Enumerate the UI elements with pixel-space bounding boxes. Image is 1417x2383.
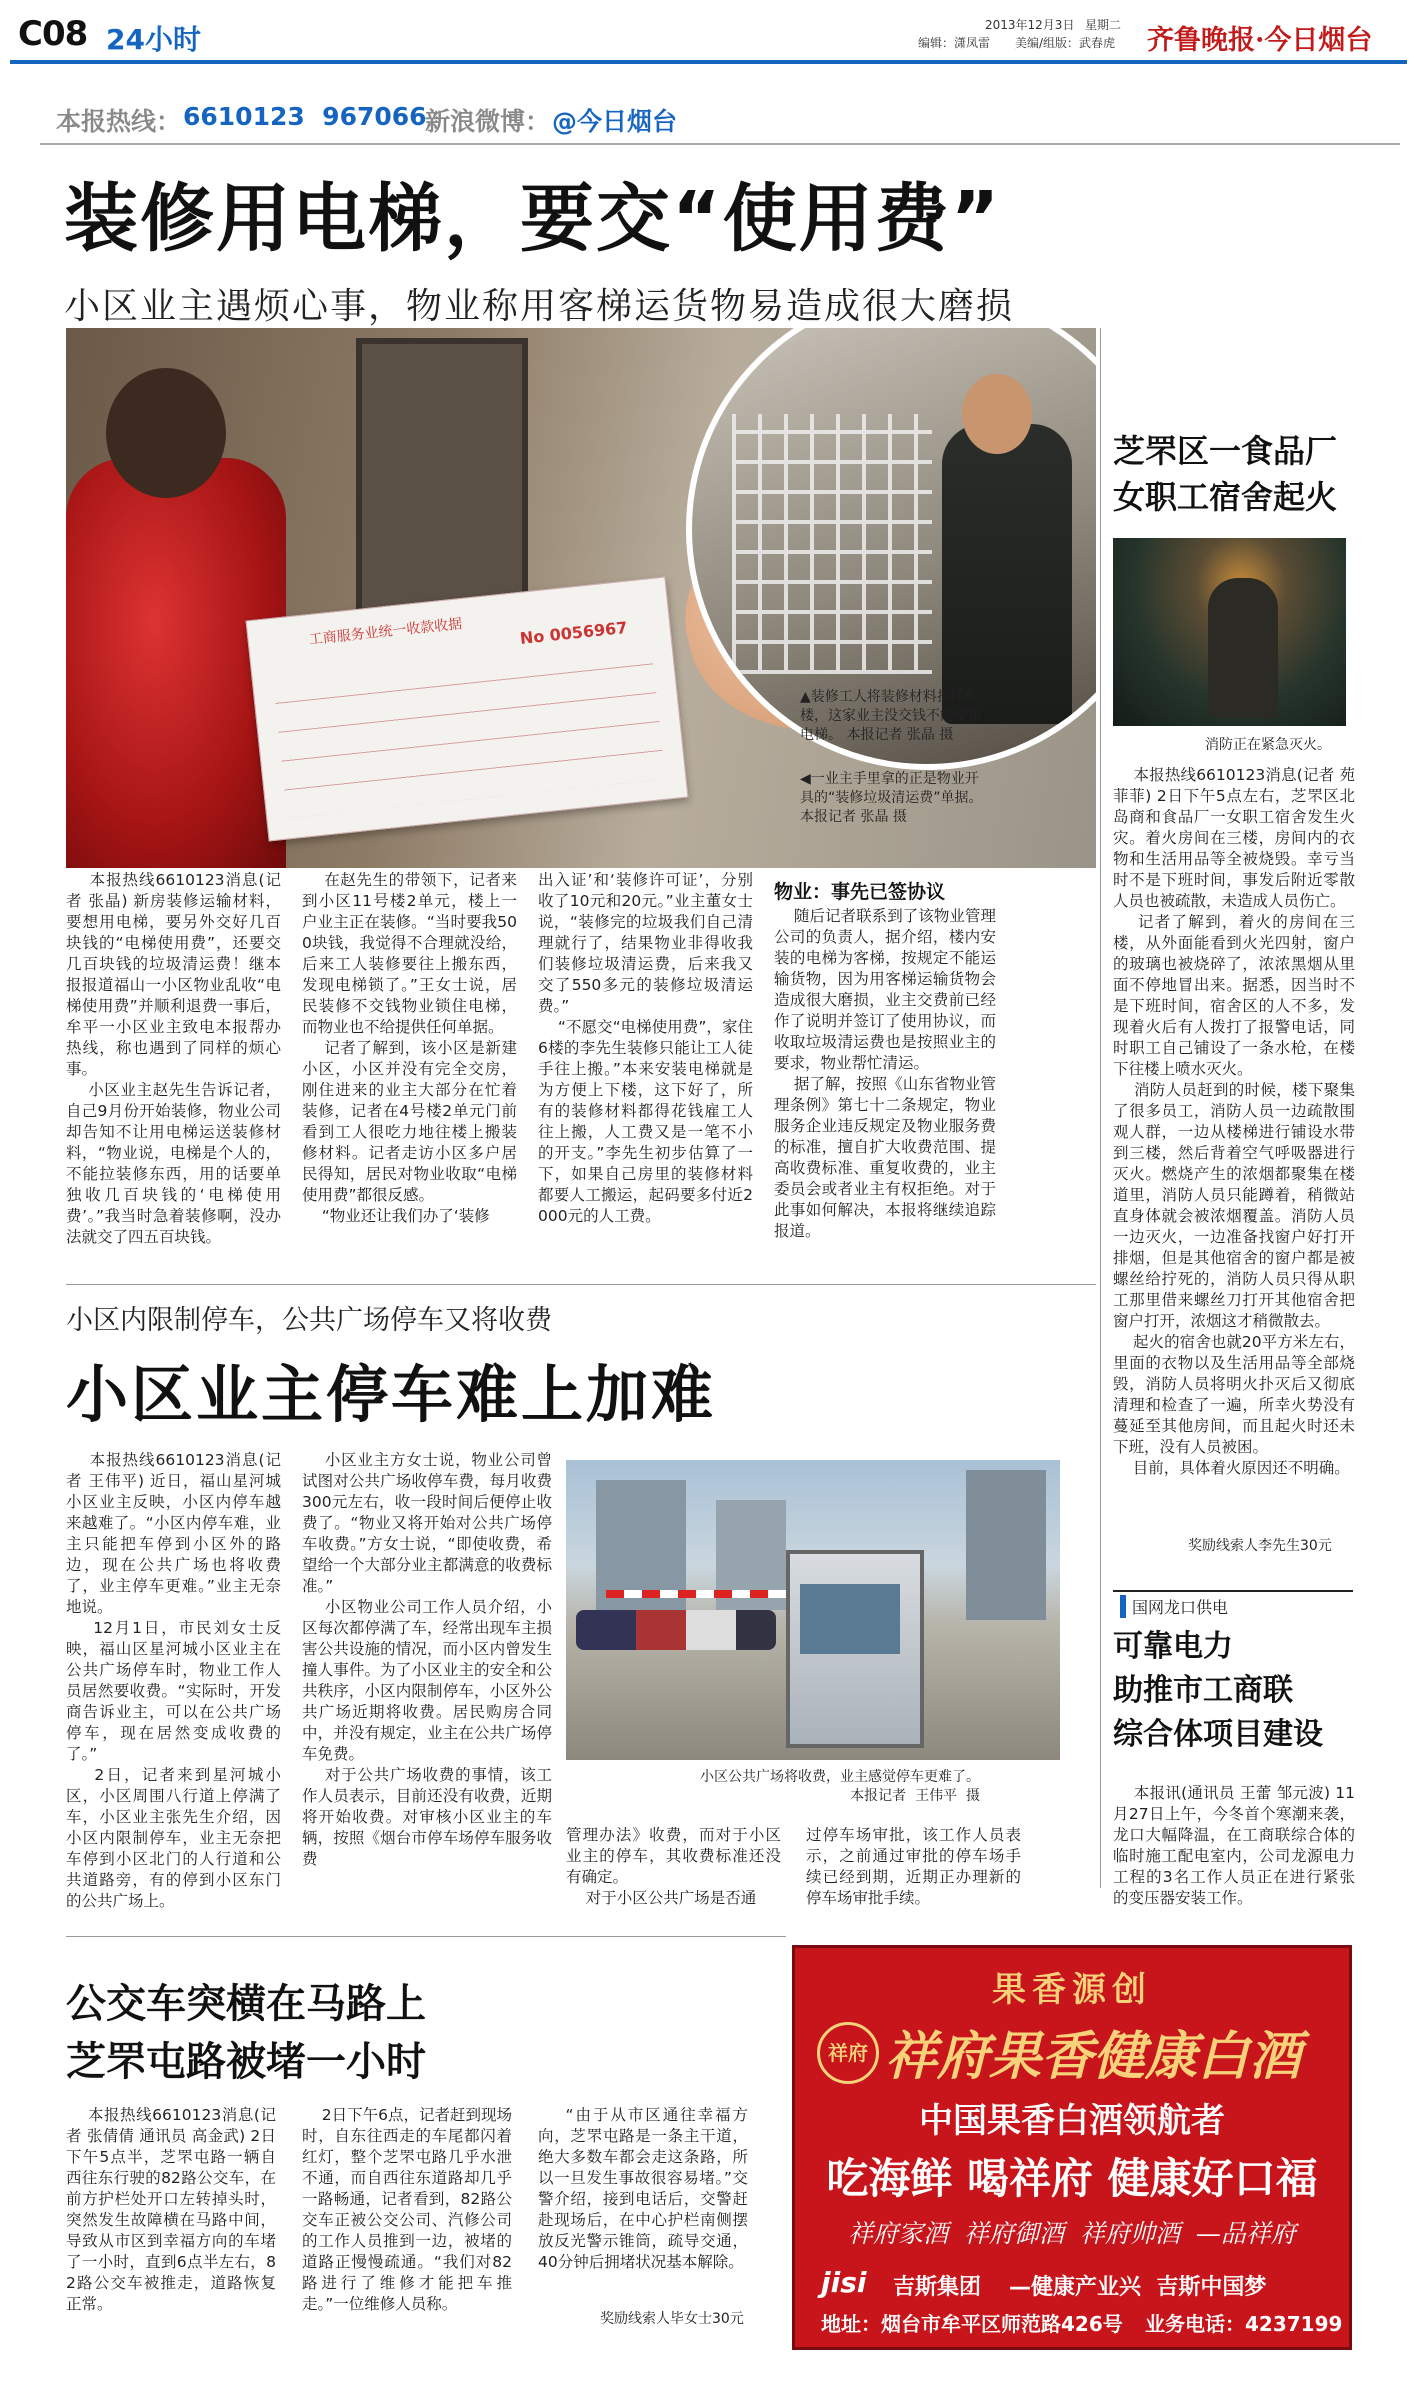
issue-date: 2013年12月3日 [985, 18, 1075, 32]
ad-phone: 业务电话：4237199 [1145, 2312, 1343, 2336]
story3-top-rule [1113, 1590, 1353, 1592]
designer-credit: 美编/组版：武春虎 [1015, 36, 1116, 50]
story4-parking-photo [566, 1460, 1060, 1760]
story4-col3: 管理办法》收费，而对于小区业主的停车，其收费标准还没有确定。 对于小区公共广场是否通 [566, 1826, 781, 1907]
story3-tag: 国网龙口供电 [1120, 1595, 1228, 1618]
story1-col1: 本报热线6610123消息(记者 张晶) 新房装修运输材料，要想用电梯，要另外交好几百块钱的“电梯使用费”，还要交几百块钱的垃圾清运费！继本报报道福山一小区物业乱收“电梯使用费”并顺利退费一事后，牟平一小区业主致电本报帮办热线，称也遇到了同样的烦心事。 小区业主赵先生告诉记者，自己9月份开始装修，物业公司却告知不让用电梯运送装修材料，“物业说，电梯是个人的，不能拉装修东西，用的话要单独收几百块钱的‘电梯使用费’。”我当时急着装修啊，没办法就交了四五百块钱。 [66, 871, 281, 1246]
story4-col1: 本报热线6610123消息(记者 王伟平) 近日，福山星河城小区业主反映，小区内停车越来越难了。“小区内停车难，业主只能把车停到小区外的路边，现在公共广场也将收费了，业主停车更难。”业主无奈地说。 12月1日，市民刘女士反映，福山区星河城小区业主在公共广场停车时，物业工作人员居然要收费。“实际时，开发商告诉业主，可以在公共广场停车，现在居然变成收费的了。” 2日，记者来到星河城小区，小区周围八行道上停满了车，小区业主张先生介绍，因小区内限制停车，业主无奈把车停到小区北门的人行道和公共道路旁，有的停到小区东门的公共广场上。 [66, 1451, 281, 1910]
ad-tagline: 中国果香白酒领航者 [919, 2101, 1225, 2141]
story4-kicker: 小区内限制停车，公共广场停车又将收费 [66, 1305, 552, 1336]
story4-col2: 小区业主方女士说，物业公司曾试图对公共广场收停车费，每月收费300元左右，收一段时间后便停止收费了。“物业又将开始对公共广场停车收费。”方女士说，“即使收费，希望给一个大部分业主都满意的收费标准。” 小区物业公司工作人员介绍，小区每次都停满了车，经常出现车主损害公共设施的情况，而小区内曾发生撞人事件。为了小区业主的安全和公共秩序，小区内限制停车，小区外公共广场近期将收费。居民购房合同中，并没有规定，业主在公共广场停车免费。 对于公共广场收费的事情，该工作人员表示，目前还没有收费，近期将开始收费。对审核小区业主的车辆，按照《烟台市停车场停车服务收费 [302, 1451, 552, 1868]
ad-group-name: 吉斯集团 [893, 2275, 982, 2300]
ad-products: 祥府家酒 祥府御酒 祥府帅酒 —品祥府 [848, 2219, 1296, 2248]
story5-headline: 公交车突横在马路上 芝罘屯路被堵一小时 [66, 1981, 426, 2085]
story4-caption: 小区公共广场将收费，业主感觉停车更难了。 本报记者 王伟平 摄 [700, 1769, 980, 1804]
story2-headline: 芝罘区一食品厂 女职工宿舍起火 [1113, 432, 1338, 516]
story1-headline: 装修用电梯，要交“使用费” [64, 176, 1002, 262]
ad-group-slogan: —健康产业兴 吉斯中国梦 [1009, 2275, 1267, 2300]
weibo-handle: @今日烟台 [552, 107, 678, 136]
story5-top-rule [66, 1936, 786, 1937]
parked-cars [576, 1610, 776, 1650]
baijiu-advertisement [792, 1945, 1352, 2350]
section-name: 24小时 [106, 23, 201, 56]
story1-subhead: 小区业主遇烦心事，物业称用客梯运货物易造成很大磨损 [64, 286, 1015, 327]
story4-headline: 小区业主停车难上加难 [66, 1358, 717, 1431]
story1-col4: 随后记者联系到了该物业管理公司的负责人，据介绍，楼内安装的电梯为客梯，按规定不能运输货物，因为用客梯运输货物会造成很大磨损，业主交费前已经作了说明并签订了使用协议，而收取垃圾清运费也是按照业主的要求，物业帮忙清运。 据了解，按照《山东省物业管理条例》第七十二条规定，物业服务企业违反规定及物业服务费的标准，擅自扩大收费范围、提高收费标准、重复收费的，业主委员会或者业主有权拒绝。对于此事如何解决，本报将继续追踪报道。 [774, 907, 996, 1240]
ad-address: 地址：烟台市牟平区师范路426号 [821, 2312, 1123, 2336]
ad-group-logo: jisi [821, 2266, 867, 2299]
story2-body: 本报热线6610123消息(记者 苑菲菲) 2日下午5点左右，芝罘区北岛商和食品厂一女职工宿舍发生火灾。着火房间在三楼，房间内的衣物和生活用品等全被烧毁。幸亏当时不是下班时间，事发后附近零散人员也被疏散，未造成人员伤亡。 记者了解到，着火的房间在三楼，从外面能看到火光四射，窗户的玻璃也被烧碎了，浓浓黑烟从里面不停地冒出来。据悉，因当时不是下班时间，宿舍区的人不多，发现着火后有人拨打了报警电话，同时职工自己铺设了一条水枪，在楼下往楼上喷水灭火。 消防人员赶到的时候，楼下聚集了很多员工，消防人员一边疏散围观人群，一边从楼梯进行铺设水带到三楼，然后背着空气呼吸器进行灭火。燃烧产生的浓烟都聚集在楼道里，消防人员只能蹲着，稍微站直身体就会被浓烟覆盖。消防人员一边灭火，一边准备找窗户好打开排烟，但是其他宿舍的窗户都是被螺丝给拧死的，消防人员只得从职工那里借来螺丝刀打开其他宿舍把窗户打开，浓烟这才稍微散去。 起火的宿舍也就20平方米左右，里面的衣物以及生活用品等全部烧毁，消防人员将明火扑灭后又彻底清理和检查了一遍，所幸火势没有蔓延至其他房间，而且起火时还未下班，没有人员被困。 目前，具体着火原因还不明确。 [1113, 766, 1355, 1477]
story3-body: 本报讯(通讯员 王蕾 邹元波) 11月27日上午，今冬首个寒潮来袭，龙口大幅降温，在工商联综合体的临时施工配电室内，公司龙源电力工程的3名工作人员正在进行紧张的变压器安装工作。 [1113, 1784, 1355, 1907]
story4-top-rule [66, 1284, 1096, 1285]
story1-caption-worker: ▲装修工人将装修材料扛往6楼，这家业主没交钱不能使用电梯。 本报记者 张晶 摄 [800, 689, 982, 743]
story3-headline: 可靠电力 助推市工商联 综合体项目建设 [1113, 1629, 1323, 1752]
receipt-number: No 0056967 [518, 617, 629, 649]
story1-col3: 出入证’和‘装修许可证’，分别收了10元和20元。”业主董女士说，“装修完的垃圾我们自己清理就行了，结果物业非得收我们装修垃圾清运费，后来我又交了550多元的装修垃圾清运费。” “不愿交“电梯使用费”，家住6楼的李先生装修只能让工人徒手往上搬。”本来安装电梯就是为方便上下楼，这下好了，所有的装修材料都得花钱雇工人往上搬，人工费又是一笔不小的开支。”李先生初步估算了一下，如果自己房里的装修材料都要人工搬运，起码要多付近2000元的人工费。 [538, 871, 753, 1225]
stair-railing [732, 414, 932, 674]
hotline-strip [0, 96, 1417, 140]
hotline-numbers: 6610123 967066 [183, 102, 427, 131]
story1-col4-head: 物业：事先已签协议 [774, 881, 946, 903]
newspaper-brand: 齐鲁晚报·今日烟台 [1147, 25, 1373, 56]
woman-head [106, 368, 226, 498]
story2-reward: 奖励线索人李先生30元 [1188, 1538, 1332, 1554]
receipt-title: 工商服务业统一收款收据 [308, 616, 463, 649]
receipt-lines [274, 649, 666, 818]
barrier-arm [606, 1590, 786, 1598]
firefighter [1208, 578, 1278, 718]
masthead [0, 0, 1417, 58]
right-column-divider [1100, 328, 1101, 1888]
story2-fire-photo [1113, 538, 1346, 726]
story1-col2: 在赵先生的带领下，记者来到小区11号楼2单元，楼上一户业主正在装修。“当时要我500块钱，我觉得不合理就没给，后来工人装修要往上搬东西，发现电梯锁了。”王女士说，居民装修不交钱物业锁住电梯，而物业也不给提供任何单据。 记者了解到，该小区是新建小区，小区并没有完全交房，刚住进来的业主大部分在忙着装修，记者在4号楼2单元门前看到工人很吃力地往楼上搬装修材料。记者走访小区多户居民得知，居民对物业收取“电梯使用费”都很反感。 “物业还让我们办了‘装修 [302, 871, 517, 1225]
ad-logo-seal: 祥府 [817, 2022, 879, 2084]
editor-credit: 编辑：潇凤雷 [918, 36, 991, 50]
ad-slogan: 吃海鲜 喝祥府 健康好口福 [826, 2154, 1318, 2203]
page-code: C08 [18, 14, 88, 54]
story4-col4: 过停车场审批，该工作人员表示，之前通过审批的停车场手续已经到期，近期正办理新的停车场审批手续。 [806, 1826, 1021, 1907]
story5-col3: “由于从市区通往幸福方向，芝罘屯路是一条主干道，绝大多数车都会走这条路，所以一旦发生事故很容易堵。”交警介绍，接到电话后，交警赶赴现场后，在中心护栏南侧摆放反光警示锥筒，疏导交通，40分钟后拥堵状况基本解除。 [538, 2106, 748, 2271]
building-left [596, 1480, 686, 1620]
worker-figure [942, 424, 1072, 724]
story5-col1: 本报热线6610123消息(记者 张倩倩 通讯员 高金武) 2日下午5点半，芝罘屯路一辆自西往东行驶的82路公交车，在前方护栏处开口左转掉头时，突然发生故障横在马路中间，导致从市区到幸福方向的车堵了一小时，直到6点半左右，82路公交车被推走，道路恢复正常。 [66, 2106, 276, 2313]
story1-caption-receipt: ◀一业主手里拿的正是物业开具的“装修垃圾清运费”单据。 本报记者 张晶 摄 [800, 771, 983, 825]
story5-reward: 奖励线索人毕女士30元 [600, 2311, 744, 2327]
issue-weekday: 星期二 [1085, 18, 1122, 32]
building-right [966, 1470, 1046, 1620]
hotline-label: 本报热线： [56, 107, 182, 136]
masthead-rule [10, 60, 1407, 64]
worker-head [962, 374, 1032, 454]
story2-caption: 消防正在紧急灭火。 [1205, 737, 1331, 753]
booth-window [800, 1584, 900, 1654]
story5-col2: 2日下午6点，记者赶到现场时，自东往西走的车尾都闪着红灯，整个芝罘屯路几乎水泄不通，而自西往东道路却几乎一路畅通，记者看到，82路公交车正被公交公司、汽修公司的工作人员推到一边，被堵的道路正慢慢疏通。“我们对82路进行了维修才能把车推走。”一位维修人员称。 [302, 2106, 512, 2313]
weibo-label: 新浪微博： [425, 107, 551, 136]
toll-booth [786, 1550, 924, 1748]
receipt-slip [246, 577, 689, 842]
ad-top-line: 果香源创 [992, 1970, 1152, 2010]
hotline-rule [40, 143, 1400, 145]
ad-brand-line: 祥府果香健康白酒 [885, 2026, 1302, 2087]
